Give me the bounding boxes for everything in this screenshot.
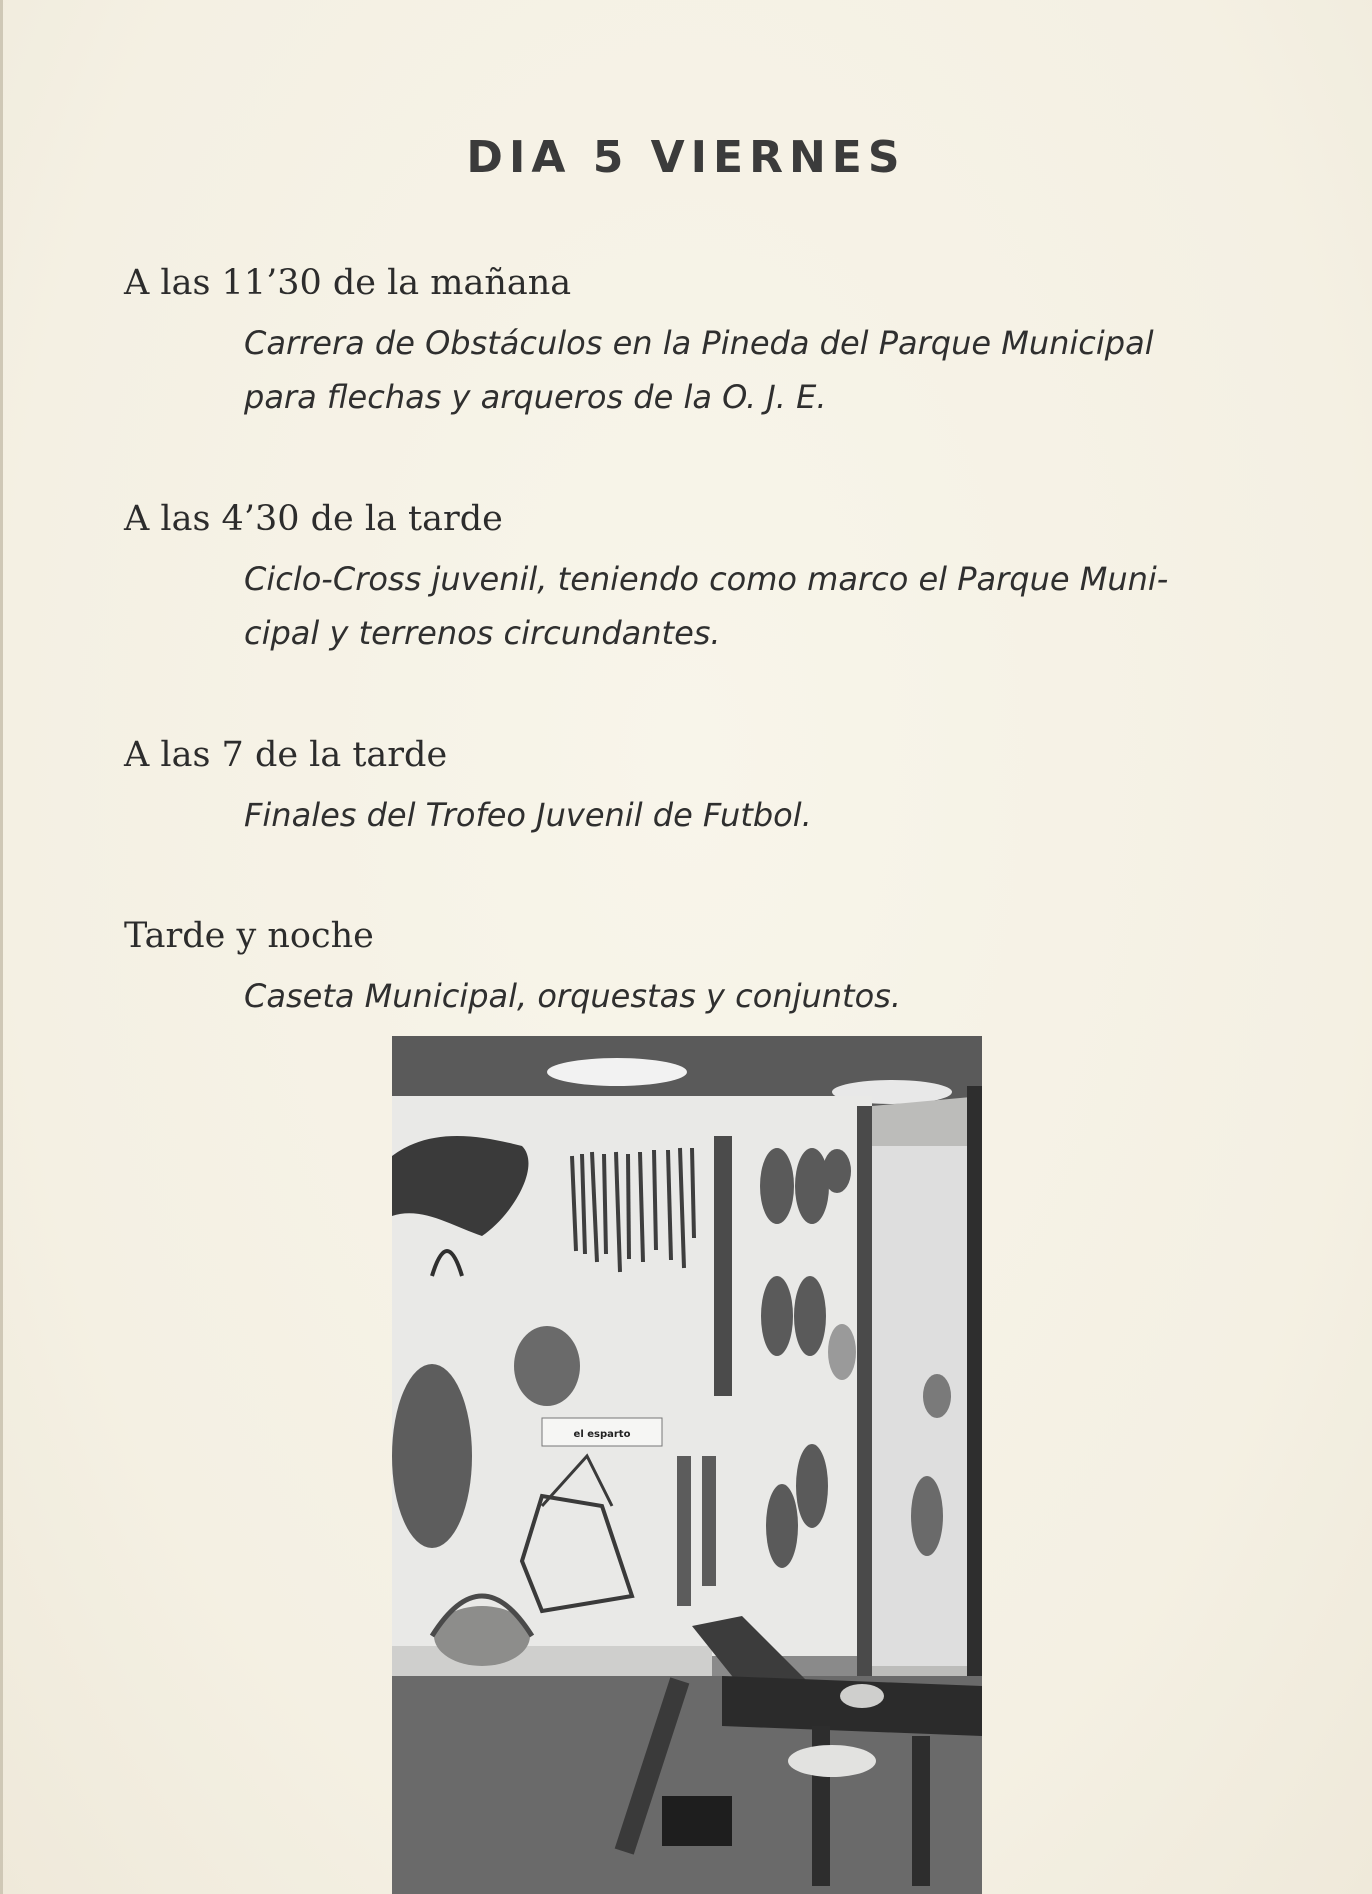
page-title: DIA 5 VIERNES [466, 132, 906, 183]
event-item [124, 258, 1264, 424]
woven-bag [392, 1364, 472, 1548]
event-description [244, 788, 1284, 842]
event-description [244, 316, 1284, 424]
event-description [244, 552, 1284, 660]
exhibition-photo [392, 1036, 982, 1894]
exhibit-sign-text: el esparto [573, 1429, 631, 1440]
event-description-line: Caseta Municipal, orquestas y conjuntos. [244, 977, 902, 1015]
event-item [124, 730, 1264, 842]
event-description [244, 969, 1284, 1023]
ceiling-light [547, 1058, 687, 1086]
page-edge [0, 0, 3, 1894]
side-panel [872, 1146, 972, 1666]
event-description-line: Carrera de Obstáculos en la Pineda del Parque Municipal [244, 324, 1154, 362]
event-time: A las 7 de la tarde [124, 735, 448, 775]
photo-drawing [392, 1036, 982, 1894]
event-description-line: Finales del Trofeo Juvenil de Futbol. [244, 796, 812, 834]
event-description-line: Ciclo-Cross juvenil, teniendo como marco el Parque Muni- [244, 560, 1169, 598]
event-item [124, 494, 1264, 660]
event-description-line: para flechas y arqueros de la O. J. E. [244, 378, 827, 416]
event-time: Tarde y noche [124, 916, 374, 956]
event-description-line: cipal y terrenos circundantes. [244, 614, 721, 652]
event-time: A las 11’30 de la mañana [124, 263, 572, 303]
event-time: A las 4’30 de la tarde [124, 499, 503, 539]
event-item [124, 911, 1264, 1023]
